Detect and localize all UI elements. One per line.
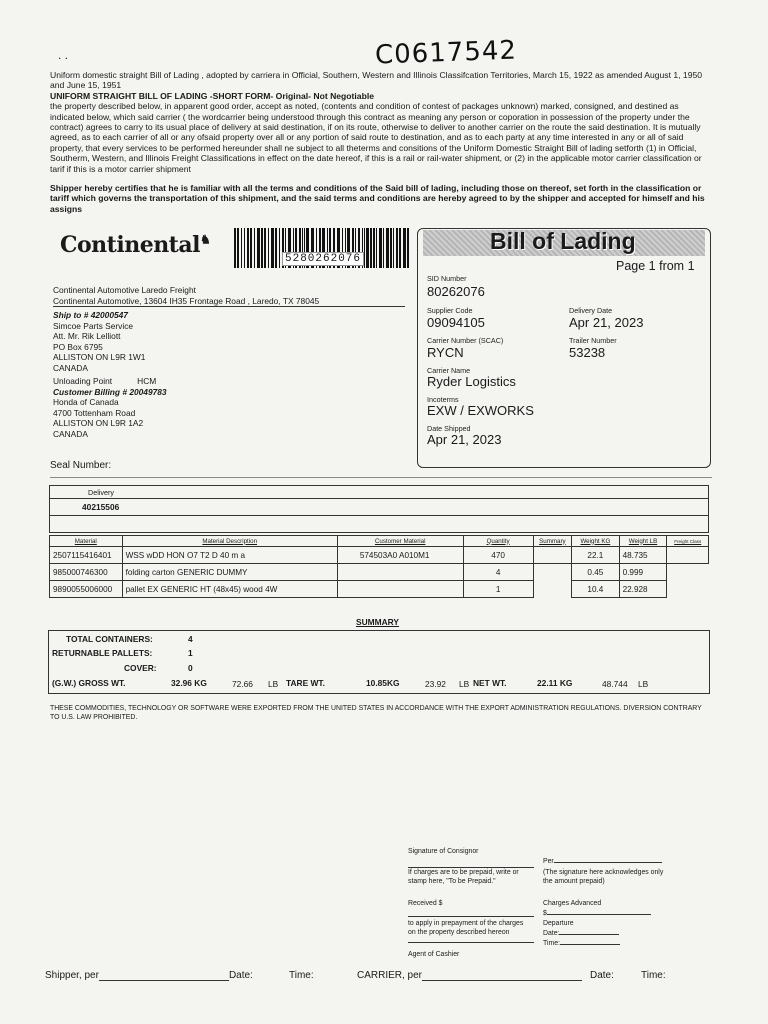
apply-line1: to apply in prepayment of the charges xyxy=(408,920,524,927)
footer-carrier xyxy=(357,970,582,981)
net-weight-kg: 22.11 KG xyxy=(537,678,573,688)
cell-material: 9890055006000 xyxy=(50,581,123,598)
legal-title: UNIFORM STRAIGHT BILL OF LADING -SHORT FORM- Original- Not Negotiable xyxy=(50,90,374,101)
billing-line: ALLISTON ON L9R 1A2 xyxy=(53,418,144,428)
unloading-point-value: HCM xyxy=(137,376,157,386)
col-quantity: Quantity xyxy=(463,536,533,547)
prepaid-line1: If charges are to be prepaid, write or xyxy=(408,869,519,876)
cell-freight-class xyxy=(667,564,709,581)
materials-table xyxy=(49,535,709,598)
trailer-number-label: Trailer Number xyxy=(569,336,617,345)
departure-time-line xyxy=(560,944,620,945)
col-summary: Summary xyxy=(533,536,572,547)
gross-weight-lb: 72.66 xyxy=(232,679,253,689)
cell-material: 2507115416401 xyxy=(50,547,123,564)
carrier-name-value: Ryder Logistics xyxy=(427,374,516,389)
col-description: Material Description xyxy=(122,536,337,547)
logo-text: Continental xyxy=(60,232,200,258)
shipper-time-label: Time: xyxy=(289,970,314,981)
cell-freight-class xyxy=(667,581,709,598)
ship-to-line: Simcoe Parts Service xyxy=(53,320,134,331)
barcode-bar xyxy=(373,228,375,268)
ship-to-label: Ship to # xyxy=(53,310,89,320)
cell-weight-kg: 10.4 xyxy=(572,581,619,598)
table-row xyxy=(50,581,709,598)
gross-weight-kg: 32.96 KG xyxy=(171,678,207,688)
barcode-bar xyxy=(383,228,384,268)
barcode-bar xyxy=(234,228,236,268)
handwritten-reference: C0617542 xyxy=(374,35,518,71)
ship-to-line: Att. Mr. Rik Lelliott xyxy=(53,331,121,341)
cell-weight-lb: 22.928 xyxy=(619,581,667,598)
barcode-bar xyxy=(403,228,406,268)
net-weight-lb: 48.744 xyxy=(602,679,628,689)
cell-weight-lb: 0.999 xyxy=(619,564,667,581)
barcode-bar xyxy=(247,228,249,268)
barcode-bar xyxy=(261,228,263,268)
ack-line2: the amount prepaid) xyxy=(543,877,605,885)
barcode-bar xyxy=(393,228,394,268)
charges-line xyxy=(547,914,651,915)
legal-terms xyxy=(50,70,712,174)
departure-date xyxy=(543,930,619,939)
ship-to-line: PO Box 6795 xyxy=(53,341,103,352)
returnable-pallets-label: RETURNABLE PALLETS: xyxy=(52,648,153,658)
cell-summary xyxy=(533,581,572,598)
received-label: Received $ xyxy=(408,900,443,907)
ship-to-line: CANADA xyxy=(53,362,88,373)
legal-line1: Uniform domestic straight Bill of Lading , adopted by carriera in Official, Southern, Western and Illinois Classifcation Territories, March 15, 1922 as amended August 1, 1950 and June 15, 1951 xyxy=(50,70,703,91)
billing-line: CANADA xyxy=(53,428,88,439)
carrier-number-value: RYCN xyxy=(427,345,464,360)
barcode-number: 5280262076 xyxy=(282,252,364,266)
prepaid-note xyxy=(408,869,519,886)
unloading-point-label: Unloading Point xyxy=(53,376,113,386)
incoterms-value: EXW / EXWORKS xyxy=(427,403,534,418)
cell-description: pallet EX GENERIC HT (48x45) wood 4W xyxy=(122,581,337,598)
cell-weight-lb: 48.735 xyxy=(619,547,667,564)
barcode-bar xyxy=(257,228,260,268)
per-line xyxy=(554,862,662,863)
cell-quantity: 4 xyxy=(463,564,533,581)
incoterms-label: Incoterms xyxy=(427,395,459,404)
departure-time-label: Time: xyxy=(543,940,560,947)
continental-logo xyxy=(60,232,210,258)
received-line xyxy=(408,916,534,917)
barcode-bar xyxy=(390,228,392,268)
signature-consignor-label: Signature of Consignor xyxy=(408,848,479,855)
seal-number-label: Seal Number: xyxy=(50,460,112,471)
gross-weight-label: (G.W.) GROSS WT. xyxy=(52,678,126,688)
net-weight-label: NET WT. xyxy=(473,678,507,688)
ship-to-number: 42000547 xyxy=(90,310,128,320)
returnable-pallets-value: 1 xyxy=(188,648,193,658)
barcode-bar xyxy=(271,228,274,268)
table-row xyxy=(50,547,709,564)
billing-line: 4700 Tottenham Road xyxy=(53,407,136,418)
cell-summary xyxy=(533,547,572,564)
cell-quantity: 1 xyxy=(463,581,533,598)
trailer-number-value: 53238 xyxy=(569,345,606,360)
per-text: Per xyxy=(543,858,554,865)
tare-weight-label: TARE WT. xyxy=(286,678,325,688)
shipper-date-label: Date: xyxy=(228,970,253,981)
footer-shipper xyxy=(45,970,253,981)
delivery-number: 40215506 xyxy=(50,499,709,516)
barcode-bar xyxy=(264,228,266,268)
tare-weight-lb: 23.92 xyxy=(425,679,446,689)
prepaid-line2: stamp here, "To be Prepaid." xyxy=(408,877,496,885)
agent-label: Agent of Cashier xyxy=(408,951,460,958)
barcode-bar xyxy=(279,228,280,268)
sid-label: SID Number xyxy=(427,274,467,283)
cell-customer-material xyxy=(337,581,463,598)
seal-divider xyxy=(50,477,712,478)
per-label xyxy=(543,858,662,867)
carrier-number-label: Carrier Number (SCAC) xyxy=(427,336,504,345)
col-freight-class: Freight Class xyxy=(667,536,709,547)
apply-note xyxy=(408,920,523,937)
barcode-bar xyxy=(379,228,382,268)
shipper-line xyxy=(99,970,229,981)
departure-time xyxy=(543,940,620,949)
departure-label: Departure xyxy=(543,920,574,927)
customer-billing-number: 20049783 xyxy=(129,386,167,397)
carrier-line xyxy=(422,970,582,981)
sender-line1: Continental Automotive Laredo Freight xyxy=(53,285,196,295)
shipper-certification: Shipper hereby certifies that he is familiar with all the terms and conditions of the Said bill of lading, including those on thereof, set forth in the classification or tariff which governs the transportation of this shipment, and the said terms and conditions are hereby agreed to by the shipper and accepted for himself and his assigns xyxy=(50,183,705,214)
dollar-sign: $ xyxy=(543,910,547,917)
barcode-bar xyxy=(399,228,401,268)
agent-line xyxy=(408,942,534,943)
cell-quantity: 470 xyxy=(463,547,533,564)
ack-line1: (The signature here acknowledges only xyxy=(543,869,664,876)
delivery-spacer xyxy=(50,516,709,533)
ship-to-block xyxy=(53,310,167,439)
legal-body: the property described below, in apparent good order, accept as noted, (contents and condition of contest of packages unknown) marked, consigned, and destined as indicated below, which said carrier ( the wordcarrier being understood through this contract as meaning any person or coporation in possession of the property under the contract) agrees to carry to its usual place of delivery at said destination, if on its route, otherwise to deliver to another carrier on the route the said destination. It is mutually agreed, as to each carrier of all or any ofsaid property over all or any portion of said route to destination, and as to each party at any time interested in any or all of said property, that every services to be performed hereunder shall ne subject to all theterms and consitions of the Uniform Domestic Straight Bill of lading setforth (1) in Official, Southerm, Western, and Illinois Freight Classifications in effect on the date hereof, if this is a rail or rail-water shipment, or (2) in the applicable motor carrier classification or tarif if this is a motor carrier shipment xyxy=(50,101,702,174)
col-customer-material: Customer Material xyxy=(337,536,463,547)
cover-label: COVER: xyxy=(124,663,157,673)
cover-value: 0 xyxy=(188,663,193,673)
apply-line2: on the property described hereon xyxy=(408,928,510,936)
carrier-label: CARRIER, per xyxy=(357,970,423,981)
departure-date-label: Date: xyxy=(543,930,560,937)
carrier-time-label: Time: xyxy=(641,970,666,981)
ship-to-line: ALLISTON ON L9R 1W1 xyxy=(53,352,146,362)
col-weight-lb: Weight LB xyxy=(619,536,667,547)
cell-freight-class xyxy=(667,547,709,564)
col-material: Material xyxy=(50,536,123,547)
barcode-bar xyxy=(268,228,269,268)
barcode-bar xyxy=(250,228,252,268)
cell-material: 985000746300 xyxy=(50,564,123,581)
sender-address xyxy=(53,285,405,307)
cell-description: WSS wDD HON O7 T2 D 40 m a xyxy=(122,547,337,564)
departure-date-line xyxy=(559,934,619,935)
barcode-bar xyxy=(254,228,255,268)
barcode-bar xyxy=(396,228,398,268)
delivery-date-value: Apr 21, 2023 xyxy=(569,315,644,330)
barcode-bar xyxy=(275,228,277,268)
scan-dots: . . xyxy=(58,48,69,62)
billing-line: Honda of Canada xyxy=(53,397,119,407)
sid-value: 80262076 xyxy=(427,284,485,299)
barcode-bar xyxy=(241,228,242,268)
barcode-bar xyxy=(366,228,369,268)
delivery-label: Delivery xyxy=(50,486,709,499)
cell-customer-material: 574503A0 A010M1 xyxy=(337,547,463,564)
carrier-date-label: Date: xyxy=(590,970,614,981)
barcode-bar xyxy=(407,228,409,268)
barcode-bar xyxy=(237,228,239,268)
cell-weight-kg: 22.1 xyxy=(572,547,619,564)
materials-header-row xyxy=(50,536,709,547)
summary-title: SUMMARY xyxy=(356,617,399,627)
barcode-bar xyxy=(244,228,245,268)
delivery-table xyxy=(49,485,709,533)
date-shipped-label: Date Shipped xyxy=(427,424,471,433)
gross-lb-unit: LB xyxy=(268,679,279,689)
barcode-bar xyxy=(364,228,365,268)
bill-of-lading-title: Bill of Lading xyxy=(490,228,636,254)
total-containers-value: 4 xyxy=(188,634,193,644)
col-weight-kg: Weight KG xyxy=(572,536,619,547)
tare-weight-kg: 10.85KG xyxy=(366,678,400,688)
consignor-line xyxy=(408,867,534,868)
barcode-bar xyxy=(370,228,372,268)
date-shipped-value: Apr 21, 2023 xyxy=(427,432,502,447)
customer-billing-label: Customer Billing # xyxy=(53,386,127,397)
export-notice: THESE COMMODITIES, TECHNOLOGY OR SOFTWARE WERE EXPORTED FROM THE UNITED STATES IN ACCORDANCE WITH THE EXPORT ADMINISTRATION REGULATIONS. DIVERSION CONTRARY TO U.S. LAW PROHIBITED. xyxy=(50,705,702,721)
charges-advanced-label: Charges Advanced xyxy=(543,900,602,907)
delivery-date-label: Delivery Date xyxy=(569,306,613,315)
shipper-label: Shipper, per xyxy=(45,970,99,981)
barcode-bar xyxy=(386,228,389,268)
cell-summary xyxy=(533,564,572,581)
acknowledge-note xyxy=(543,869,663,886)
barcode-bar xyxy=(376,228,377,268)
charges-dollar xyxy=(543,910,651,919)
cell-weight-kg: 0.45 xyxy=(572,564,619,581)
cell-description: folding carton GENERIC DUMMY xyxy=(122,564,337,581)
horse-icon: ♞ xyxy=(199,232,211,247)
carrier-name-label: Carrier Name xyxy=(427,366,471,375)
net-lb-unit: LB xyxy=(638,679,649,689)
tare-lb-unit: LB xyxy=(459,679,470,689)
supplier-code-value: 09094105 xyxy=(427,315,485,330)
table-row xyxy=(50,564,709,581)
page-indicator: Page 1 from 1 xyxy=(616,259,695,273)
cell-customer-material xyxy=(337,564,463,581)
sender-line2: Continental Automotive, 13604 IH35 Frontage Road , Laredo, TX 78045 xyxy=(53,296,405,308)
total-containers-label: TOTAL CONTAINERS: xyxy=(66,634,153,644)
supplier-code-label: Supplier Code xyxy=(427,306,473,315)
